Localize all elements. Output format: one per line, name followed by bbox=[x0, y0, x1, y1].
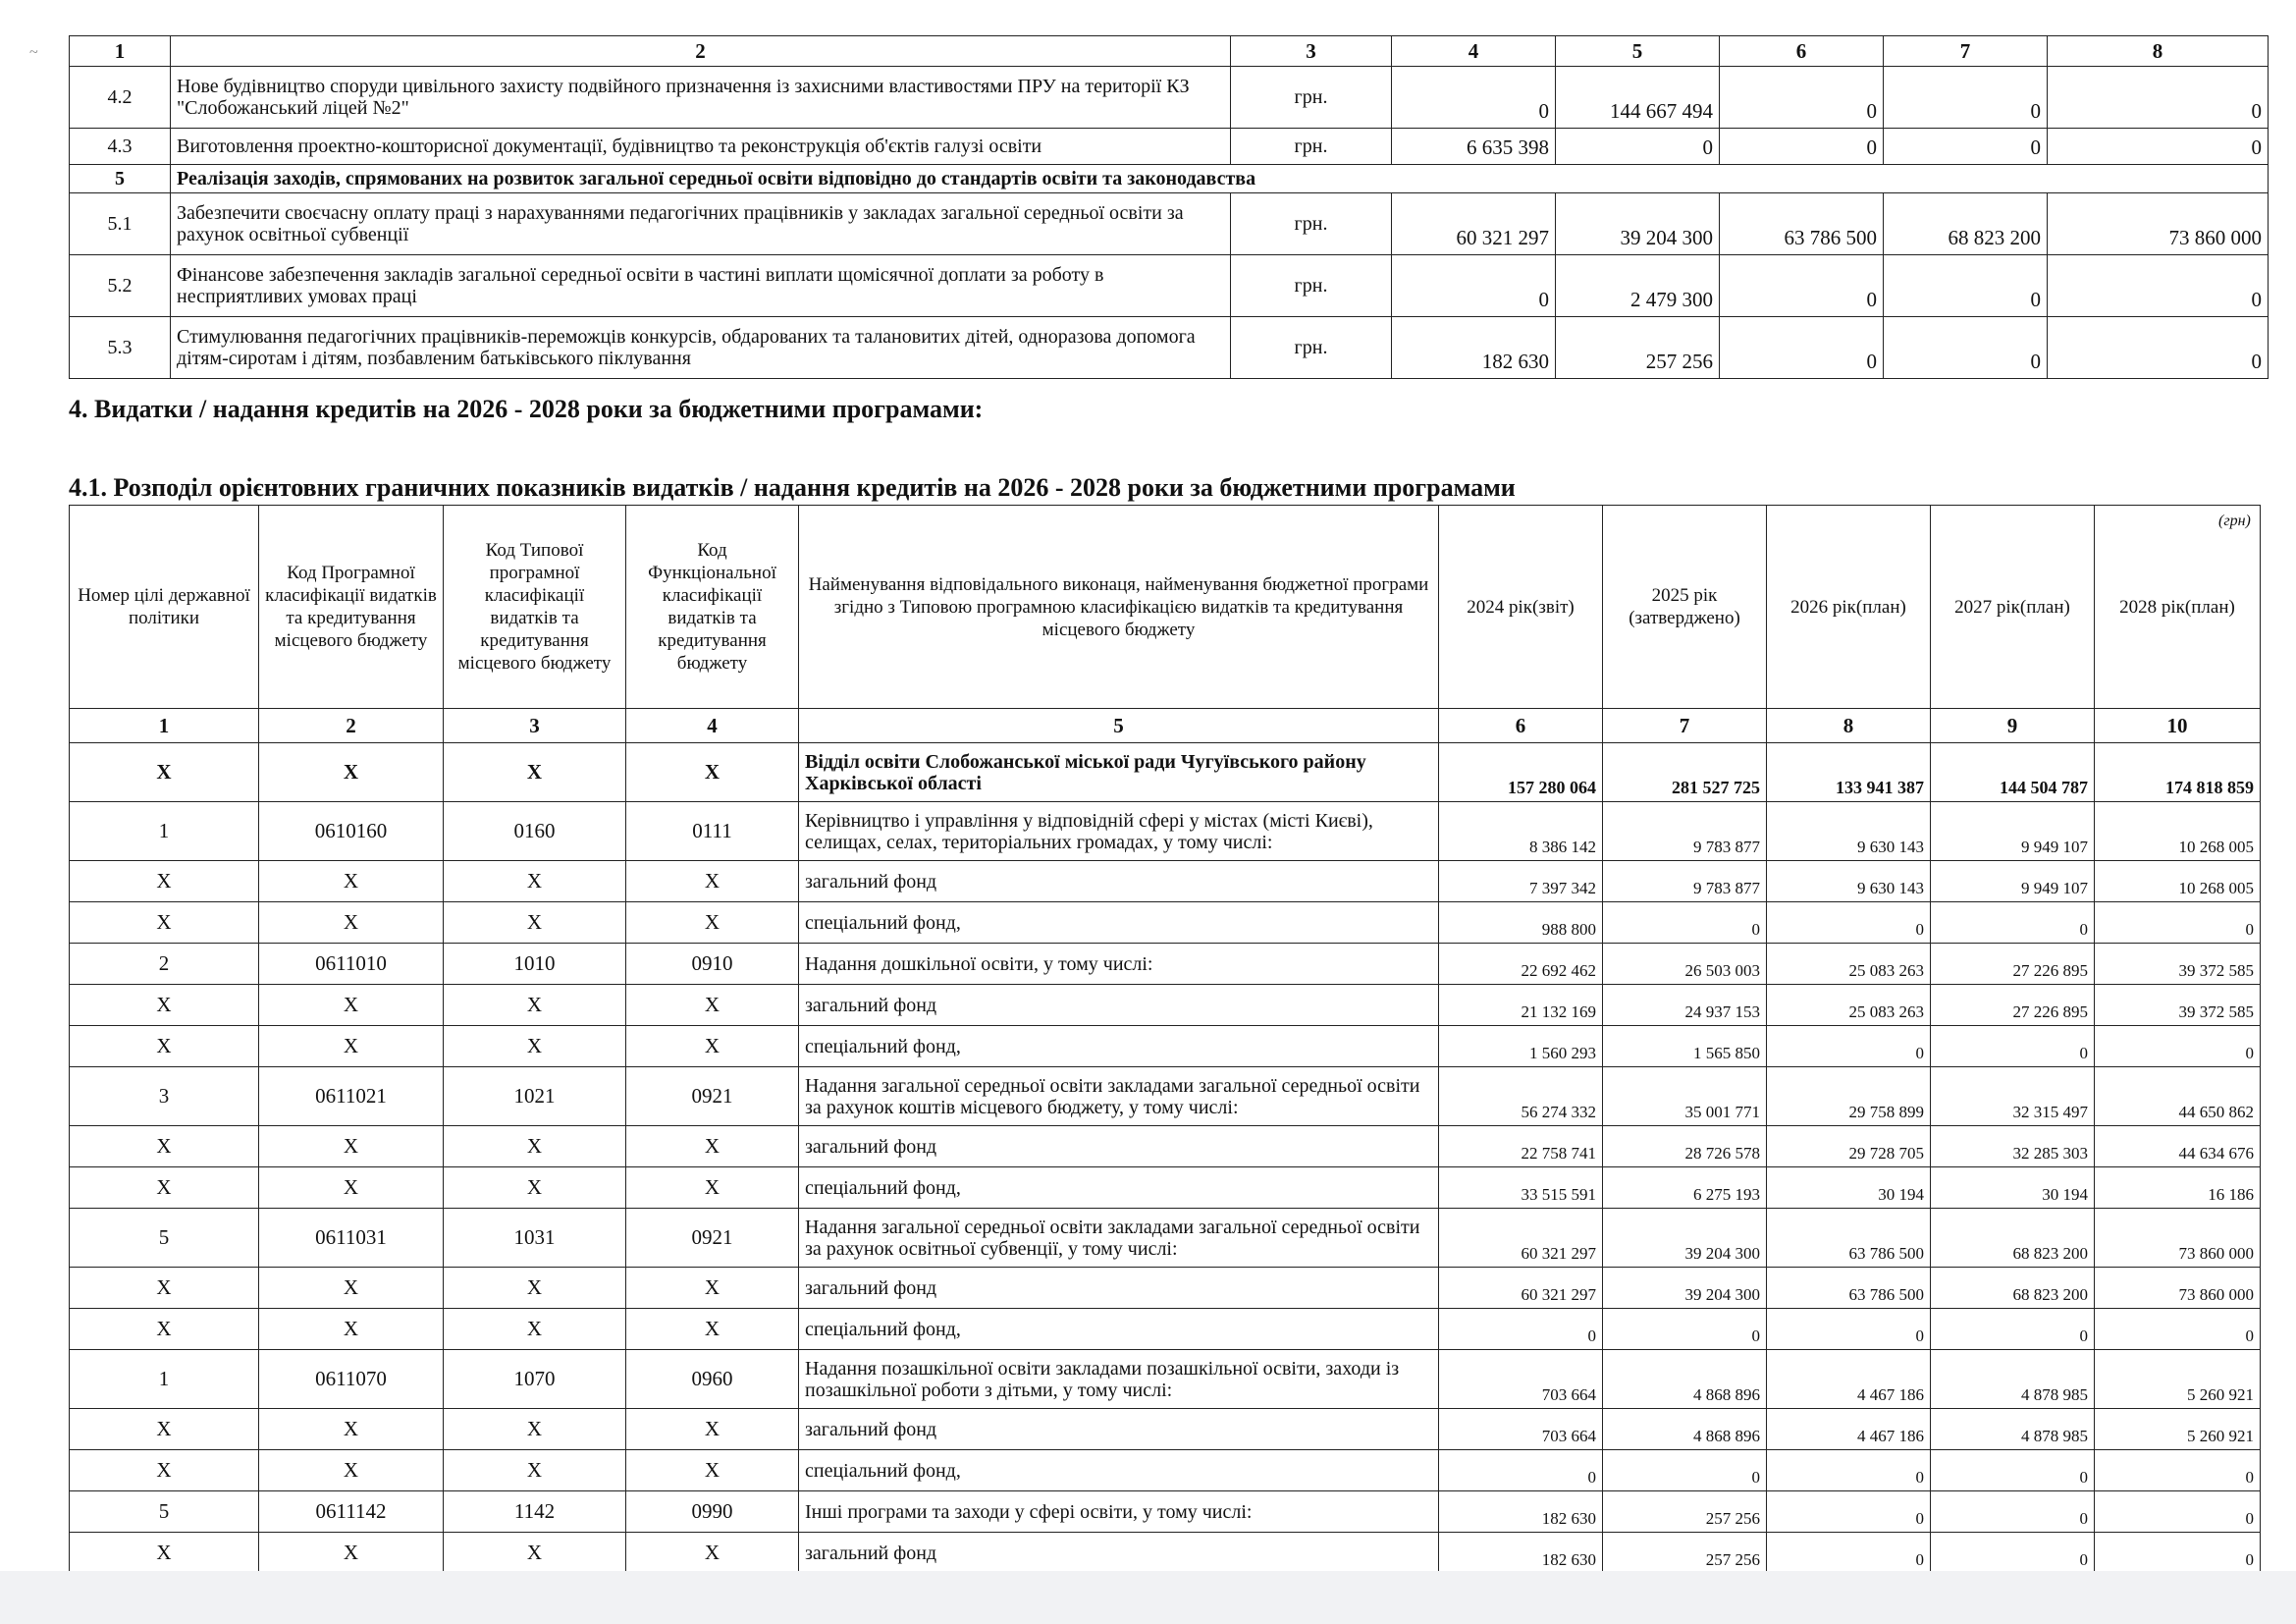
program-code-cell: Х bbox=[259, 743, 444, 802]
column-header: Номер цілі державної політики bbox=[70, 506, 259, 709]
value-cell: 0 bbox=[2048, 255, 2269, 317]
typical-code-cell: Х bbox=[444, 1309, 626, 1350]
scan-corner-mark: ~ bbox=[29, 44, 38, 61]
program-name-cell: спеціальний фонд, bbox=[799, 1026, 1439, 1067]
goal-number-cell: Х bbox=[70, 1309, 259, 1350]
amount-cell-y2027: 0 bbox=[1931, 1491, 2095, 1533]
amount-cell-y2027: 144 504 787 bbox=[1931, 743, 2095, 802]
amount-cell-y2027: 30 194 bbox=[1931, 1167, 2095, 1209]
goal-number-cell: Х bbox=[70, 1268, 259, 1309]
program-code-cell: Х bbox=[259, 1026, 444, 1067]
typical-code-cell: Х bbox=[444, 985, 626, 1026]
amount-cell-y2024: 157 280 064 bbox=[1439, 743, 1603, 802]
functional-code-cell: Х bbox=[626, 902, 799, 944]
objective-number: 5 bbox=[70, 165, 171, 193]
unit-cell: грн. bbox=[1231, 255, 1392, 317]
program-name-cell: Надання загальної середньої освіти закладами загальної середньої освіти за рахунок коштів місцевого бюджету, у тому числі: bbox=[799, 1067, 1439, 1126]
column-number-cell: 4 bbox=[1392, 36, 1556, 67]
functional-code-cell: Х bbox=[626, 1309, 799, 1350]
amount-cell-y2027: 0 bbox=[1931, 1309, 2095, 1350]
program-code-cell: Х bbox=[259, 902, 444, 944]
objective-section-title: Реалізація заходів, спрямованих на розвиток загальної середньої освіти відповідно до стандартів освіти та законодавства bbox=[171, 165, 2269, 193]
typical-code-cell: 0160 bbox=[444, 802, 626, 861]
program-code-cell: 0611021 bbox=[259, 1067, 444, 1126]
budget-column-numbers-row bbox=[70, 709, 2261, 743]
currency-unit-note: (грн) bbox=[2218, 513, 2251, 529]
typical-code-cell: 1070 bbox=[444, 1350, 626, 1409]
budget-row bbox=[70, 861, 2261, 902]
amount-cell-y2028: 174 818 859 bbox=[2095, 743, 2261, 802]
amount-cell-y2027: 9 949 107 bbox=[1931, 861, 2095, 902]
typical-code-cell: Х bbox=[444, 1026, 626, 1067]
amount-cell-y2024: 22 692 462 bbox=[1439, 944, 1603, 985]
objective-row bbox=[70, 193, 2269, 255]
amount-cell-y2028: 0 bbox=[2095, 1491, 2261, 1533]
column-number-cell: 6 bbox=[1720, 36, 1884, 67]
column-header: 2026 рік(план) bbox=[1767, 506, 1931, 709]
amount-cell-y2025: 0 bbox=[1603, 1450, 1767, 1491]
goal-number-cell: Х bbox=[70, 1450, 259, 1491]
column-number-cell: 1 bbox=[70, 36, 171, 67]
amount-cell-y2026: 29 758 899 bbox=[1767, 1067, 1931, 1126]
typical-code-cell: Х bbox=[444, 1268, 626, 1309]
amount-cell-y2027: 9 949 107 bbox=[1931, 802, 2095, 861]
value-cell: 0 bbox=[1392, 67, 1556, 129]
value-cell: 60 321 297 bbox=[1392, 193, 1556, 255]
value-cell: 63 786 500 bbox=[1720, 193, 1884, 255]
unit-cell: грн. bbox=[1231, 193, 1392, 255]
amount-cell-y2027: 32 315 497 bbox=[1931, 1067, 2095, 1126]
functional-code-cell: 0990 bbox=[626, 1491, 799, 1533]
objective-name: Забезпечити своєчасну оплату праці з нарахуваннями педагогічних працівників у закладах загальної середньої освіти за рахунок освітньої субвенції bbox=[171, 193, 1231, 255]
objective-name: Виготовлення проектно-кошторисної документації, будівництво та реконструкція об'єктів галузі освіти bbox=[171, 129, 1231, 165]
goal-number-cell: Х bbox=[70, 985, 259, 1026]
program-name-cell: загальний фонд bbox=[799, 861, 1439, 902]
goal-number-cell: Х bbox=[70, 902, 259, 944]
amount-cell-y2024: 8 386 142 bbox=[1439, 802, 1603, 861]
typical-code-cell: 1031 bbox=[444, 1209, 626, 1268]
budget-row bbox=[70, 1067, 2261, 1126]
column-number-cell: 4 bbox=[626, 709, 799, 743]
amount-cell-y2026: 29 728 705 bbox=[1767, 1126, 1931, 1167]
program-name-cell: загальний фонд bbox=[799, 1533, 1439, 1574]
column-number-cell: 9 bbox=[1931, 709, 2095, 743]
amount-cell-y2025: 9 783 877 bbox=[1603, 802, 1767, 861]
column-number-cell: 7 bbox=[1884, 36, 2048, 67]
objective-name: Фінансове забезпечення закладів загальної середньої освіти в частині виплати щомісячної доплати за роботу в несприятливих умовах праці bbox=[171, 255, 1231, 317]
amount-cell-y2027: 4 878 985 bbox=[1931, 1350, 2095, 1409]
budget-row bbox=[70, 902, 2261, 944]
amount-cell-y2028: 10 268 005 bbox=[2095, 802, 2261, 861]
amount-cell-y2024: 56 274 332 bbox=[1439, 1067, 1603, 1126]
amount-cell-y2025: 4 868 896 bbox=[1603, 1409, 1767, 1450]
amount-cell-y2028: 39 372 585 bbox=[2095, 985, 2261, 1026]
typical-code-cell: 1021 bbox=[444, 1067, 626, 1126]
functional-code-cell: Х bbox=[626, 861, 799, 902]
program-code-cell: Х bbox=[259, 861, 444, 902]
objective-number: 4.3 bbox=[70, 129, 171, 165]
amount-cell-y2028: 5 260 921 bbox=[2095, 1409, 2261, 1450]
budget-row bbox=[70, 1350, 2261, 1409]
budget-row bbox=[70, 1268, 2261, 1309]
amount-cell-y2027: 68 823 200 bbox=[1931, 1268, 2095, 1309]
program-name-cell: Керівництво і управління у відповідній сфері у містах (місті Києві), селищах, селах, територіальних громадах, у тому числі: bbox=[799, 802, 1439, 861]
value-cell: 0 bbox=[1884, 317, 2048, 379]
goal-number-cell: Х bbox=[70, 861, 259, 902]
column-header: Код Програмної класифікації видатків та кредитування місцевого бюджету bbox=[259, 506, 444, 709]
amount-cell-y2024: 0 bbox=[1439, 1309, 1603, 1350]
typical-code-cell: Х bbox=[444, 1126, 626, 1167]
goal-number-cell: Х bbox=[70, 1167, 259, 1209]
column-number-cell: 7 bbox=[1603, 709, 1767, 743]
value-cell: 73 860 000 bbox=[2048, 193, 2269, 255]
amount-cell-y2025: 39 204 300 bbox=[1603, 1268, 1767, 1309]
amount-cell-y2026: 0 bbox=[1767, 902, 1931, 944]
amount-cell-y2024: 1 560 293 bbox=[1439, 1026, 1603, 1067]
functional-code-cell: Х bbox=[626, 1409, 799, 1450]
amount-cell-y2028: 39 372 585 bbox=[2095, 944, 2261, 985]
amount-cell-y2028: 44 634 676 bbox=[2095, 1126, 2261, 1167]
amount-cell-y2027: 0 bbox=[1931, 1026, 2095, 1067]
column-header: Найменування відповідального виконаця, найменування бюджетної програми згідно з Типовою програмною класифікацією видатків та кредитування місцевого бюджету bbox=[799, 506, 1439, 709]
budget-row bbox=[70, 1309, 2261, 1350]
amount-cell-y2024: 182 630 bbox=[1439, 1491, 1603, 1533]
amount-cell-y2025: 0 bbox=[1603, 1309, 1767, 1350]
amount-cell-y2025: 257 256 bbox=[1603, 1491, 1767, 1533]
amount-cell-y2028: 73 860 000 bbox=[2095, 1268, 2261, 1309]
value-cell: 39 204 300 bbox=[1556, 193, 1720, 255]
amount-cell-y2027: 0 bbox=[1931, 1450, 2095, 1491]
amount-cell-y2024: 7 397 342 bbox=[1439, 861, 1603, 902]
value-cell: 68 823 200 bbox=[1884, 193, 2048, 255]
amount-cell-y2027: 0 bbox=[1931, 902, 2095, 944]
amount-cell-y2025: 26 503 003 bbox=[1603, 944, 1767, 985]
program-code-cell: Х bbox=[259, 1268, 444, 1309]
objective-row bbox=[70, 255, 2269, 317]
program-code-cell: Х bbox=[259, 1309, 444, 1350]
objective-name: Нове будівництво споруди цивільного захисту подвійного призначення із захисними властивостями ПРУ на території КЗ "Слобожанський ліцей №2" bbox=[171, 67, 1231, 129]
value-cell: 0 bbox=[1720, 317, 1884, 379]
value-cell: 0 bbox=[1720, 67, 1884, 129]
amount-cell-y2026: 4 467 186 bbox=[1767, 1409, 1931, 1450]
value-cell: 0 bbox=[1884, 129, 2048, 165]
typical-code-cell: Х bbox=[444, 1450, 626, 1491]
objectives-table bbox=[69, 35, 2269, 379]
amount-cell-y2028: 0 bbox=[2095, 1026, 2261, 1067]
functional-code-cell: Х bbox=[626, 1167, 799, 1209]
value-cell: 182 630 bbox=[1392, 317, 1556, 379]
value-cell: 0 bbox=[1884, 255, 2048, 317]
program-name-cell: загальний фонд bbox=[799, 985, 1439, 1026]
goal-number-cell: 3 bbox=[70, 1067, 259, 1126]
amount-cell-y2027: 27 226 895 bbox=[1931, 985, 2095, 1026]
amount-cell-y2024: 703 664 bbox=[1439, 1350, 1603, 1409]
amount-cell-y2028: 16 186 bbox=[2095, 1167, 2261, 1209]
typical-code-cell: 1142 bbox=[444, 1491, 626, 1533]
program-name-cell: спеціальний фонд, bbox=[799, 1450, 1439, 1491]
amount-cell-y2024: 703 664 bbox=[1439, 1409, 1603, 1450]
amount-cell-y2026: 0 bbox=[1767, 1450, 1931, 1491]
functional-code-cell: 0910 bbox=[626, 944, 799, 985]
amount-cell-y2025: 24 937 153 bbox=[1603, 985, 1767, 1026]
goal-number-cell: Х bbox=[70, 1026, 259, 1067]
goal-number-cell: 5 bbox=[70, 1491, 259, 1533]
unit-cell: грн. bbox=[1231, 317, 1392, 379]
amount-cell-y2028: 44 650 862 bbox=[2095, 1067, 2261, 1126]
amount-cell-y2026: 0 bbox=[1767, 1491, 1931, 1533]
program-name-cell: загальний фонд bbox=[799, 1409, 1439, 1450]
column-number-cell: 6 bbox=[1439, 709, 1603, 743]
value-cell: 0 bbox=[1392, 255, 1556, 317]
typical-code-cell: Х bbox=[444, 1409, 626, 1450]
amount-cell-y2026: 0 bbox=[1767, 1533, 1931, 1574]
functional-code-cell: Х bbox=[626, 1126, 799, 1167]
amount-cell-y2024: 60 321 297 bbox=[1439, 1268, 1603, 1309]
amount-cell-y2026: 133 941 387 bbox=[1767, 743, 1931, 802]
objective-row bbox=[70, 129, 2269, 165]
program-name-cell: спеціальний фонд, bbox=[799, 1167, 1439, 1209]
goal-number-cell: 1 bbox=[70, 802, 259, 861]
goal-number-cell: Х bbox=[70, 1409, 259, 1450]
program-code-cell: Х bbox=[259, 1409, 444, 1450]
amount-cell-y2024: 182 630 bbox=[1439, 1533, 1603, 1574]
amount-cell-y2025: 0 bbox=[1603, 902, 1767, 944]
amount-cell-y2025: 9 783 877 bbox=[1603, 861, 1767, 902]
budget-row bbox=[70, 1450, 2261, 1491]
column-header: 2028 рік(план) bbox=[2095, 506, 2261, 709]
column-number-cell: 2 bbox=[259, 709, 444, 743]
amount-cell-y2027: 68 823 200 bbox=[1931, 1209, 2095, 1268]
amount-cell-y2026: 30 194 bbox=[1767, 1167, 1931, 1209]
value-cell: 2 479 300 bbox=[1556, 255, 1720, 317]
amount-cell-y2026: 0 bbox=[1767, 1026, 1931, 1067]
amount-cell-y2025: 281 527 725 bbox=[1603, 743, 1767, 802]
functional-code-cell: Х bbox=[626, 1268, 799, 1309]
column-number-cell: 1 bbox=[70, 709, 259, 743]
amount-cell-y2025: 6 275 193 bbox=[1603, 1167, 1767, 1209]
budget-row bbox=[70, 802, 2261, 861]
objective-row bbox=[70, 317, 2269, 379]
program-code-cell: Х bbox=[259, 1450, 444, 1491]
objective-name: Стимулювання педагогічних працівників-переможців конкурсів, обдарованих та талановитих дітей, одноразова допомога дітям-сиротам і дітям, позбавленим батьківського піклування bbox=[171, 317, 1231, 379]
functional-code-cell: Х bbox=[626, 743, 799, 802]
typical-code-cell: 1010 bbox=[444, 944, 626, 985]
amount-cell-y2026: 9 630 143 bbox=[1767, 861, 1931, 902]
amount-cell-y2026: 4 467 186 bbox=[1767, 1350, 1931, 1409]
budget-row bbox=[70, 944, 2261, 985]
objective-number: 4.2 bbox=[70, 67, 171, 129]
goal-number-cell: Х bbox=[70, 1533, 259, 1574]
goal-number-cell: 1 bbox=[70, 1350, 259, 1409]
objective-number: 5.1 bbox=[70, 193, 171, 255]
functional-code-cell: Х bbox=[626, 1450, 799, 1491]
objectives-header-row bbox=[70, 36, 2269, 67]
program-name-cell: Надання дошкільної освіти, у тому числі: bbox=[799, 944, 1439, 985]
typical-code-cell: Х bbox=[444, 1167, 626, 1209]
program-name-cell: Надання загальної середньої освіти закладами загальної середньої освіти за рахунок освітньої субвенції, у тому числі: bbox=[799, 1209, 1439, 1268]
budget-row bbox=[70, 1409, 2261, 1450]
amount-cell-y2025: 257 256 bbox=[1603, 1533, 1767, 1574]
amount-cell-y2026: 63 786 500 bbox=[1767, 1209, 1931, 1268]
column-number-cell: 10 bbox=[2095, 709, 2261, 743]
budget-row bbox=[70, 1126, 2261, 1167]
column-header: Код Типової програмної класифікації видатків та кредитування місцевого бюджету bbox=[444, 506, 626, 709]
functional-code-cell: 0960 bbox=[626, 1350, 799, 1409]
budget-row bbox=[70, 1533, 2261, 1574]
scan-bottom-margin bbox=[0, 1571, 2296, 1624]
program-name-cell: Надання позашкільної освіти закладами позашкільної освіти, заходи із позашкільної роботи з дітьми, у тому числі: bbox=[799, 1350, 1439, 1409]
program-name-cell: загальний фонд bbox=[799, 1126, 1439, 1167]
value-cell: 144 667 494 bbox=[1556, 67, 1720, 129]
amount-cell-y2026: 25 083 263 bbox=[1767, 985, 1931, 1026]
column-number-cell: 8 bbox=[1767, 709, 1931, 743]
section-heading-4-1: 4.1. Розподіл орієнтовних граничних показників видатків / надання кредитів на 2026 - 2028 роки за бюджетними програмами bbox=[69, 473, 1516, 502]
budget-row bbox=[70, 1491, 2261, 1533]
functional-code-cell: Х bbox=[626, 1026, 799, 1067]
column-header: 2027 рік(план) bbox=[1931, 506, 2095, 709]
amount-cell-y2027: 0 bbox=[1931, 1533, 2095, 1574]
amount-cell-y2026: 63 786 500 bbox=[1767, 1268, 1931, 1309]
value-cell: 0 bbox=[2048, 317, 2269, 379]
program-name-cell: Відділ освіти Слобожанської міської ради Чугуївського району Харківської області bbox=[799, 743, 1439, 802]
column-header: Код Функціональної класифікації видатків та кредитування бюджету bbox=[626, 506, 799, 709]
budget-row bbox=[70, 1209, 2261, 1268]
amount-cell-y2028: 0 bbox=[2095, 1450, 2261, 1491]
value-cell: 0 bbox=[2048, 67, 2269, 129]
column-number-cell: 3 bbox=[1231, 36, 1392, 67]
amount-cell-y2028: 73 860 000 bbox=[2095, 1209, 2261, 1268]
column-number-cell: 2 bbox=[171, 36, 1231, 67]
typical-code-cell: Х bbox=[444, 861, 626, 902]
amount-cell-y2028: 0 bbox=[2095, 1309, 2261, 1350]
column-header: 2024 рік(звіт) bbox=[1439, 506, 1603, 709]
amount-cell-y2025: 35 001 771 bbox=[1603, 1067, 1767, 1126]
program-code-cell: Х bbox=[259, 1126, 444, 1167]
value-cell: 0 bbox=[2048, 129, 2269, 165]
typical-code-cell: Х bbox=[444, 902, 626, 944]
value-cell: 0 bbox=[1556, 129, 1720, 165]
budget-row bbox=[70, 1026, 2261, 1067]
column-number-cell: 5 bbox=[1556, 36, 1720, 67]
amount-cell-y2028: 10 268 005 bbox=[2095, 861, 2261, 902]
amount-cell-y2024: 60 321 297 bbox=[1439, 1209, 1603, 1268]
program-name-cell: Інші програми та заходи у сфері освіти, у тому числі: bbox=[799, 1491, 1439, 1533]
program-code-cell: 0611031 bbox=[259, 1209, 444, 1268]
objective-number: 5.3 bbox=[70, 317, 171, 379]
program-code-cell: 0611070 bbox=[259, 1350, 444, 1409]
column-header: 2025 рік (затверджено) bbox=[1603, 506, 1767, 709]
program-code-cell: Х bbox=[259, 985, 444, 1026]
unit-cell: грн. bbox=[1231, 129, 1392, 165]
amount-cell-y2024: 0 bbox=[1439, 1450, 1603, 1491]
functional-code-cell: Х bbox=[626, 985, 799, 1026]
column-number-cell: 8 bbox=[2048, 36, 2269, 67]
program-name-cell: загальний фонд bbox=[799, 1268, 1439, 1309]
amount-cell-y2025: 28 726 578 bbox=[1603, 1126, 1767, 1167]
amount-cell-y2025: 4 868 896 bbox=[1603, 1350, 1767, 1409]
column-number-cell: 5 bbox=[799, 709, 1439, 743]
amount-cell-y2024: 21 132 169 bbox=[1439, 985, 1603, 1026]
value-cell: 6 635 398 bbox=[1392, 129, 1556, 165]
amount-cell-y2028: 5 260 921 bbox=[2095, 1350, 2261, 1409]
amount-cell-y2024: 988 800 bbox=[1439, 902, 1603, 944]
budget-header-row bbox=[70, 506, 2261, 709]
program-code-cell: Х bbox=[259, 1167, 444, 1209]
functional-code-cell: 0921 bbox=[626, 1067, 799, 1126]
amount-cell-y2027: 32 285 303 bbox=[1931, 1126, 2095, 1167]
objective-section-row bbox=[70, 165, 2269, 193]
typical-code-cell: Х bbox=[444, 743, 626, 802]
column-number-cell: 3 bbox=[444, 709, 626, 743]
budget-row bbox=[70, 1167, 2261, 1209]
goal-number-cell: Х bbox=[70, 743, 259, 802]
unit-cell: грн. bbox=[1231, 67, 1392, 129]
program-name-cell: спеціальний фонд, bbox=[799, 902, 1439, 944]
objective-row bbox=[70, 67, 2269, 129]
program-code-cell: Х bbox=[259, 1533, 444, 1574]
program-code-cell: 0611142 bbox=[259, 1491, 444, 1533]
amount-cell-y2028: 0 bbox=[2095, 1533, 2261, 1574]
budget-total-row bbox=[70, 743, 2261, 802]
functional-code-cell: 0921 bbox=[626, 1209, 799, 1268]
amount-cell-y2027: 4 878 985 bbox=[1931, 1409, 2095, 1450]
program-code-cell: 0611010 bbox=[259, 944, 444, 985]
functional-code-cell: Х bbox=[626, 1533, 799, 1574]
amount-cell-y2024: 22 758 741 bbox=[1439, 1126, 1603, 1167]
amount-cell-y2028: 0 bbox=[2095, 902, 2261, 944]
budget-programs-table bbox=[69, 505, 2261, 1574]
value-cell: 257 256 bbox=[1556, 317, 1720, 379]
amount-cell-y2026: 25 083 263 bbox=[1767, 944, 1931, 985]
objective-number: 5.2 bbox=[70, 255, 171, 317]
value-cell: 0 bbox=[1720, 129, 1884, 165]
section-heading-4: 4. Видатки / надання кредитів на 2026 - 2028 роки за бюджетними програмами: bbox=[69, 395, 984, 423]
amount-cell-y2025: 39 204 300 bbox=[1603, 1209, 1767, 1268]
goal-number-cell: 5 bbox=[70, 1209, 259, 1268]
budget-row bbox=[70, 985, 2261, 1026]
amount-cell-y2024: 33 515 591 bbox=[1439, 1167, 1603, 1209]
amount-cell-y2026: 0 bbox=[1767, 1309, 1931, 1350]
typical-code-cell: Х bbox=[444, 1533, 626, 1574]
value-cell: 0 bbox=[1884, 67, 2048, 129]
goal-number-cell: 2 bbox=[70, 944, 259, 985]
goal-number-cell: Х bbox=[70, 1126, 259, 1167]
program-code-cell: 0610160 bbox=[259, 802, 444, 861]
program-name-cell: спеціальний фонд, bbox=[799, 1309, 1439, 1350]
amount-cell-y2026: 9 630 143 bbox=[1767, 802, 1931, 861]
value-cell: 0 bbox=[1720, 255, 1884, 317]
amount-cell-y2027: 27 226 895 bbox=[1931, 944, 2095, 985]
functional-code-cell: 0111 bbox=[626, 802, 799, 861]
amount-cell-y2025: 1 565 850 bbox=[1603, 1026, 1767, 1067]
